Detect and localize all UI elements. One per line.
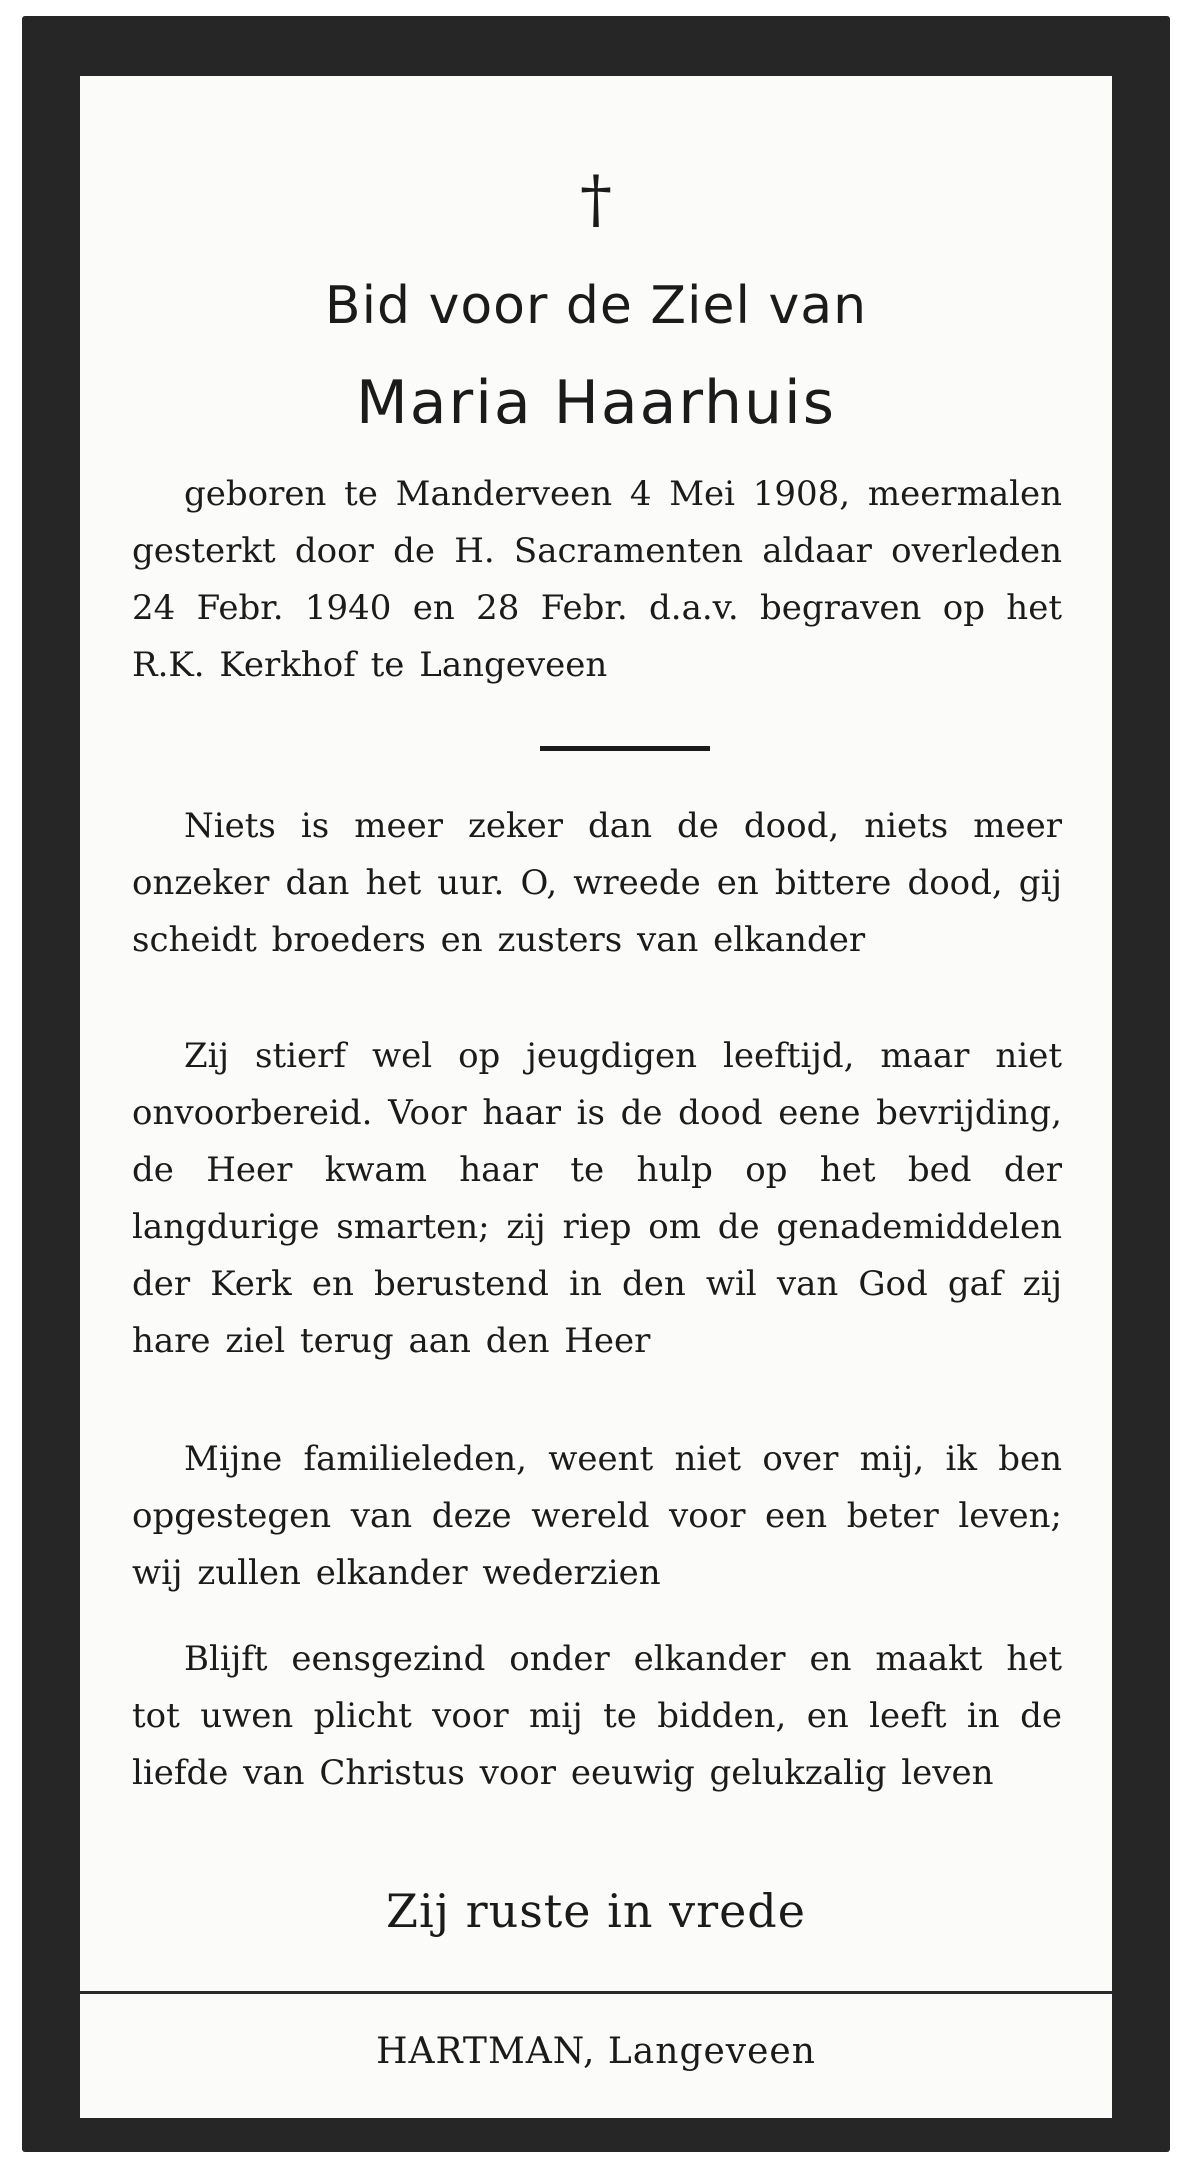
footer-rule — [80, 1991, 1112, 1994]
deceased-name: Maria Haarhuis — [356, 368, 836, 438]
reflection-paragraph: Niets is meer zeker dan de dood, niets meer onzeker dan het uur. O, wreede en bittere dood, gij scheidt broeders en zusters van elkander — [132, 806, 1062, 960]
family-message-paragraph: Mijne familieleden, weent niet over mij, ik ben opgestegen van deze wereld voor een beter leven; wij zullen elkander wederzien — [132, 1439, 1062, 1593]
prayer-heading: Bid voor de Ziel van — [324, 276, 868, 336]
closing-blessing: Zij ruste in vrede — [386, 1884, 806, 1938]
death-paragraph: Zij stierf wel op jeugdigen leeftijd, maar niet onvoorbereid. Voor haar is de dood eene bevrijding, de Heer kwam haar te hulp op het bed der langdurige smarten; zij riep om de genademiddelen der Kerk en berustend in den wil van God gaf zij hare ziel terug aan den Heer — [132, 1036, 1062, 1361]
printer-credit: HARTMAN, Langeveen — [376, 2031, 816, 2072]
memorial-card — [22, 16, 1170, 2152]
divider-line — [540, 746, 710, 751]
exhortation-paragraph: Blijft eensgezind onder elkander en maakt het tot uwen plicht voor mij te bidden, en leeft in de liefde van Christus voor eeuwig gelukzalig leven — [132, 1639, 1062, 1793]
cross-icon: † — [580, 163, 612, 237]
biography-paragraph: geboren te Manderveen 4 Mei 1908, meermalen gesterkt door de H. Sacramenten aldaar overleden 24 Febr. 1940 en 28 Febr. d.a.v. begraven op het R.K. Kerkhof te Langeveen — [132, 474, 1062, 685]
card-inner-panel — [80, 76, 1112, 2118]
